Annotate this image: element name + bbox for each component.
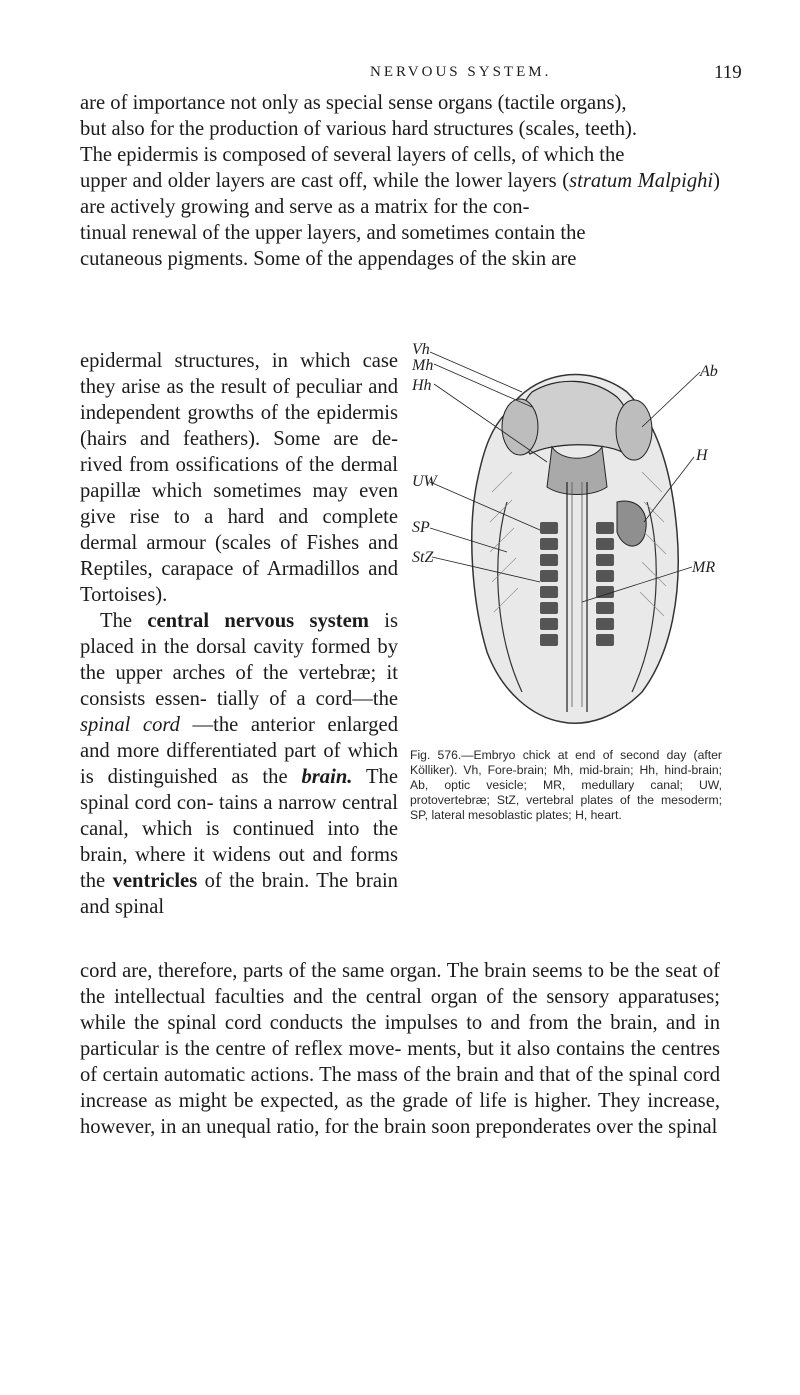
term-ventricles: ventricles: [112, 870, 198, 892]
text-line: are of importance not only as special sense organs (tactile organs),: [80, 92, 627, 114]
label-mr: MR: [692, 559, 716, 576]
caption-fig-number: Fig. 576.: [410, 748, 462, 762]
paragraph-epidermal: epidermal structures, in which case they arise as the result of peculiar and independent growths of the epidermis (hairs and feathers). Some are de- rived from ossifications of the dermal papillæ which sometimes may even give rise to a hard and complete dermal armour (scales of Fishes and Reptiles, carapace of Armadillos and Tortoises).: [80, 350, 398, 606]
label-uw: UW: [412, 473, 437, 490]
text-line: but also for the production of various hard structures (scales, teeth).: [80, 118, 638, 140]
running-head: [0, 62, 800, 86]
term-spinal-cord: spinal cord: [80, 714, 180, 736]
label-ab: Ab: [700, 363, 718, 380]
label-mh: Mh: [412, 357, 434, 374]
label-hh: Hh: [412, 377, 432, 394]
embryo-illustration: [412, 341, 722, 730]
term-brain: brain.: [301, 766, 353, 788]
figure-caption: [410, 748, 722, 823]
paragraph-central-nervous-system: The central nervous system is placed in the dorsal cavity formed by the upper arches of the vertebræ; it consists essen- tially of a cord—the spinal cord —the anterior enlarged and more differentiated part of which is distinguished as the brain. The spinal cord con- tains a narrow central canal, which is continued into the brain, where it widens out and forms the ventricles of the brain. The brain and spinal: [80, 610, 398, 918]
label-stz: StZ: [412, 549, 434, 566]
narrow-column: [80, 348, 398, 920]
page-number: 119: [714, 62, 742, 83]
label-vh: Vh: [412, 341, 430, 358]
text-line: cutaneous pigments. Some of the appendages of the skin are: [80, 248, 577, 270]
paragraph-top: [80, 90, 720, 272]
text-line: The epidermis is composed of several layers of cells, of which the: [80, 144, 625, 166]
text-line: upper and older layers are cast off, while the lower layers (stratum Malpighi) are actively growing and serve as a matrix for the con-: [80, 170, 720, 218]
label-h: H: [696, 447, 708, 464]
paragraph-bottom: cord are, therefore, parts of the same organ. The brain seems to be the seat of the intellectual faculties and the central organ of the sensory apparatuses; while the spinal cord conducts the impulses to and from the brain, and in particular is the centre of reflex move- ments, but it also contains the centres of certain automatic actions. The mass of the brain and that of the spinal cord increase as might be expected, as the grade of life is higher. They increase, however, in an unequal ratio, for the brain soon preponderates over the spinal: [80, 960, 720, 1138]
caption-text: —Embryo chick at end of second day (after Kölliker). Vh, Fore-brain; Mh, mid-brain; Hh, hind-brain; Ab, optic vesicle; MR, medullary canal; UW, protovertebræ; StZ, vertebral plates of the mesoderm; SP, lateral mesoblastic plates; H, heart.: [410, 748, 722, 822]
figure-embryo-chick: [412, 341, 722, 730]
label-sp: SP: [412, 519, 430, 536]
term-central-nervous-system: central nervous system: [147, 610, 369, 632]
text-line: tinual renewal of the upper layers, and sometimes contain the: [80, 222, 586, 244]
running-title: NERVOUS SYSTEM.: [370, 64, 552, 80]
